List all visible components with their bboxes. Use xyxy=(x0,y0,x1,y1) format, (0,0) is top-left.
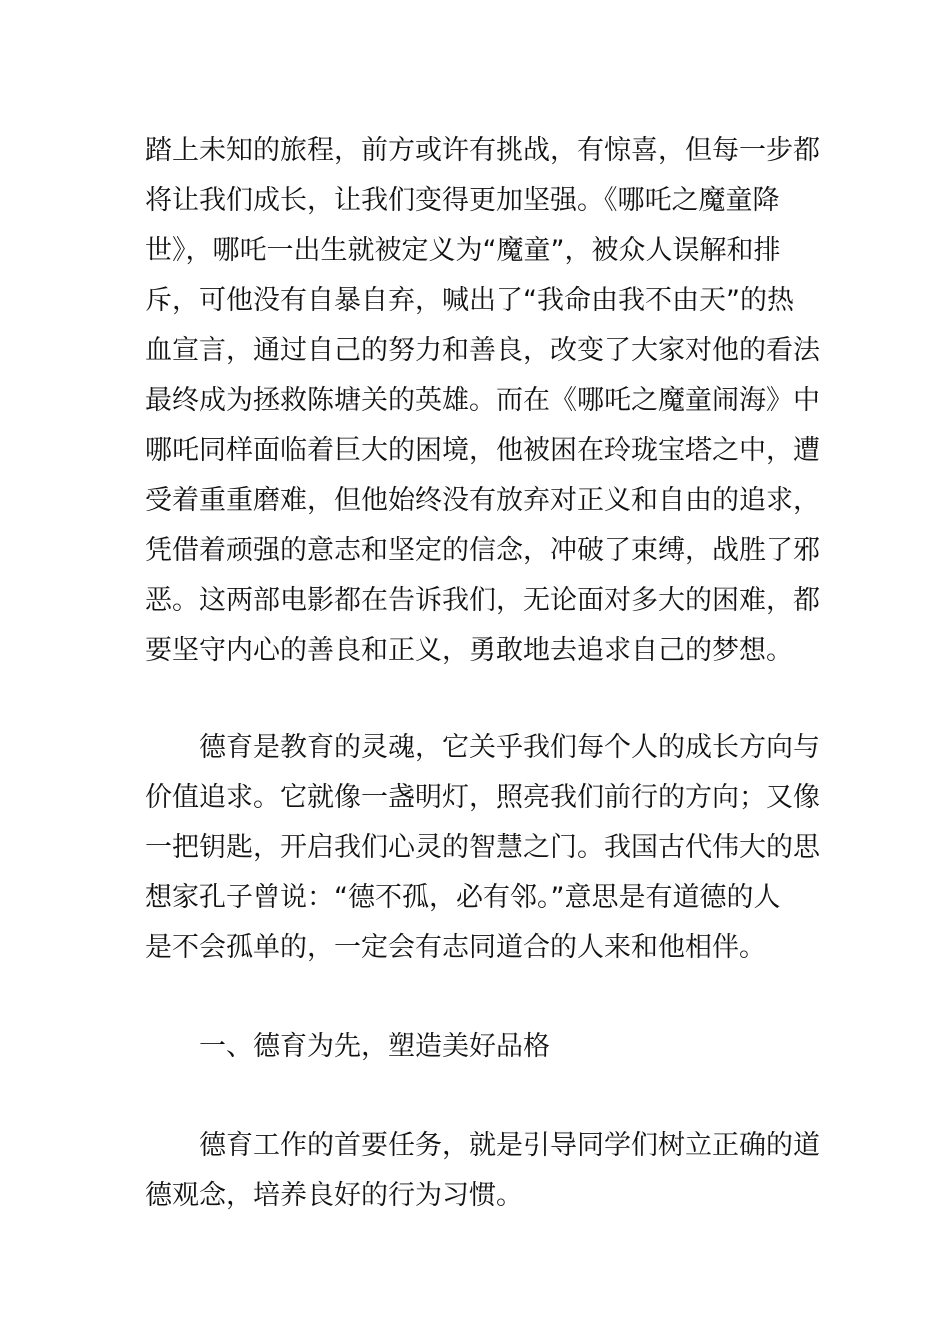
paragraph-line: 想家孔子曾说：“德不孤，必有邻。”意思是有道德的人 xyxy=(145,882,781,913)
paragraph-line: 斥，可他没有自暴自弃，喊出了“我命由我不由天”的热 xyxy=(145,285,794,316)
paragraph-line: 德观念，培养良好的行为习惯。 xyxy=(145,1180,523,1211)
paragraph-line: 哪吒同样面临着巨大的困境，他被困在玲珑宝塔之中，遭 xyxy=(145,435,820,466)
paragraph-line: 要坚守内心的善良和正义，勇敢地去追求自己的梦想。 xyxy=(145,635,793,666)
paragraph-line: 血宣言，通过自己的努力和善良，改变了大家对他的看法 xyxy=(145,335,820,366)
paragraph-line: 将让我们成长，让我们变得更加坚强。《哪吒之魔童降 xyxy=(145,185,780,216)
paragraph-line: 凭借着顽强的意志和坚定的信念，冲破了束缚，战胜了邪 xyxy=(145,535,820,566)
paragraph-line: 德育工作的首要任务，就是引导同学们树立正确的道 xyxy=(145,1130,820,1161)
paragraph-line: 恶。这两部电影都在告诉我们，无论面对多大的困难，都 xyxy=(145,585,820,616)
paragraph-line: 德育是教育的灵魂，它关乎我们每个人的成长方向与 xyxy=(145,732,820,763)
paragraph-moral-education xyxy=(145,723,820,973)
paragraph-line: 世》，哪吒一出生就被定义为“魔童”，被众人误解和排 xyxy=(145,235,781,266)
section-heading xyxy=(145,1022,810,1072)
paragraph-line: 是不会孤单的，一定会有志同道合的人来和他相伴。 xyxy=(145,932,766,963)
paragraph-line: 一把钥匙，开启我们心灵的智慧之门。我国古代伟大的思 xyxy=(145,832,820,863)
paragraph-line: 价值追求。它就像一盏明灯，照亮我们前行的方向；又像 xyxy=(145,782,820,813)
paragraph-first-task xyxy=(145,1121,820,1221)
paragraph-line: 受着重重磨难，但他始终没有放弃对正义和自由的追求， xyxy=(145,485,820,516)
section-heading-text: 一、德育为先，塑造美好品格 xyxy=(145,1031,550,1062)
paragraph-line: 踏上未知的旅程，前方或许有挑战，有惊喜，但每一步都 xyxy=(145,135,820,166)
paragraph-line: 最终成为拯救陈塘关的英雄。而在《哪吒之魔童闹海》中 xyxy=(145,385,820,416)
paragraph-nezha xyxy=(145,126,820,676)
